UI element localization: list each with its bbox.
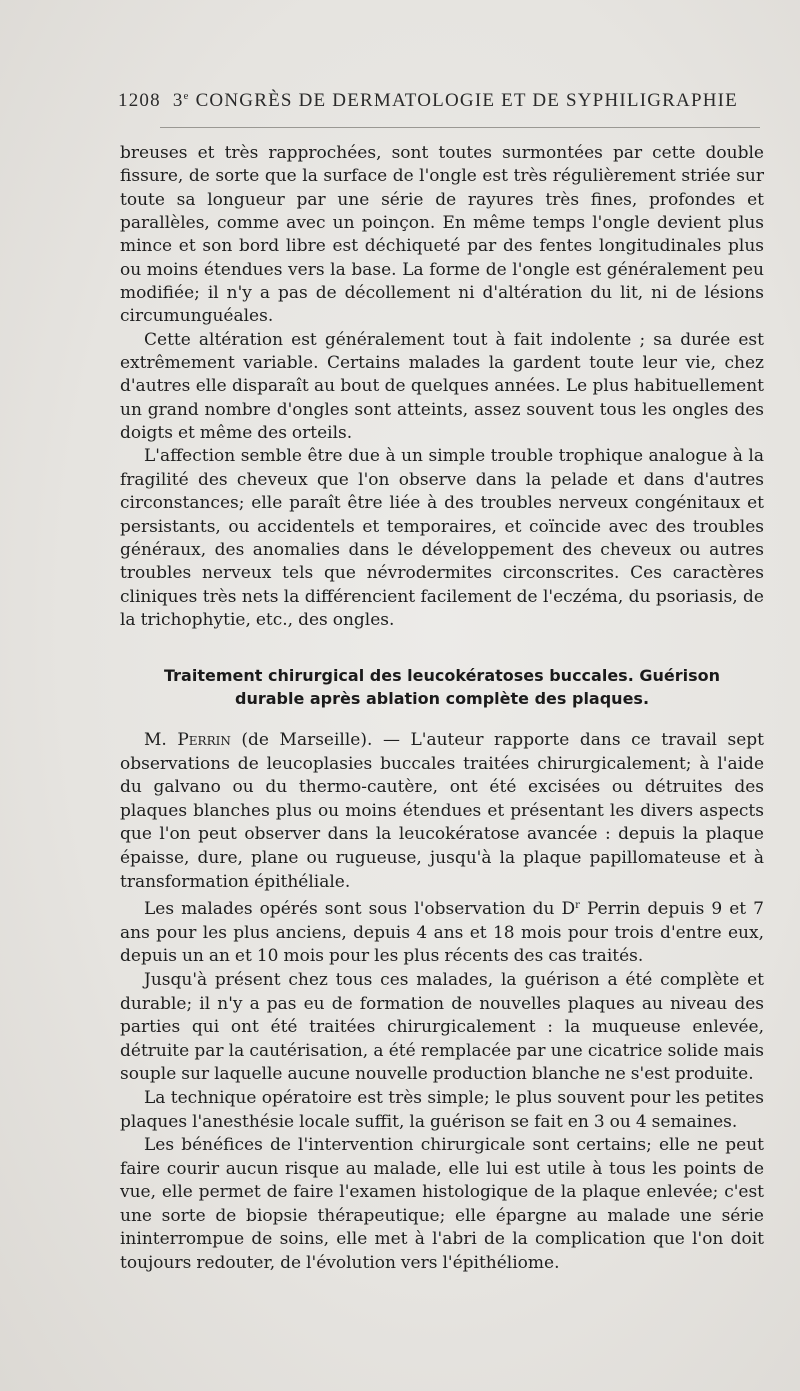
author-prefix: M. bbox=[144, 730, 178, 750]
section-heading-line-1: Traitement chirurgical des leucokératoses buccales. Guérison bbox=[164, 666, 720, 685]
header-title: CONGRÈS DE DERMATOLOGIE ET DE SYPHILIGRAPHIE bbox=[195, 90, 738, 111]
paragraph-duration: Cette altération est généralement tout à fait indolente ; sa durée est extrêmement variable. Certains malades la gardent toute leur vie, chez d'autres elle disparaît au bout de quelques années. Le plus habituellement un grand nombre d'ongles sont atteints, assez souvent tous les ongles des doigts et même des orteils. bbox=[120, 329, 764, 444]
text-block-article bbox=[120, 729, 764, 1276]
section-heading bbox=[120, 664, 764, 710]
author-intro-text: (de Marseille). — L'auteur rapporte dans ce travail sept observations de leucoplasies buccales traitées chirurgicalement; à l'aide du galvano ou du thermo-cautère, ont été excisées ou détruites des plaques blanches plus ou moins étendues et présentant les divers aspects que l'on peut observer dans la leucokératose avancée : depuis la plaque épaisse, dure, plane ou rugueuse, jusqu'à la plaque papillomateuse et à transformation épithéliale. bbox=[120, 730, 764, 892]
paragraph-nail-fissures: breuses et très rapprochées, sont toutes surmontées par cette double fissure, de sorte que la surface de l'ongle est très régulièrement striée sur toute sa longueur par une série de rayures très fines, profondes et parallèles, comme avec un poinçon. En même temps l'ongle devient plus mince et son bord libre est déchiqueté par des fentes longitudinales plus ou moins étendues vers la base. La forme de l'ongle est généralement peu modifiée; il n'y a pas de décollement ni d'altération du lit, ni de lésions circumunguéales. bbox=[120, 143, 764, 327]
doctor-abbrev-sup: r bbox=[575, 900, 580, 912]
page-number: 1208 bbox=[118, 90, 161, 111]
text-block-continued bbox=[120, 142, 764, 632]
paragraph-benefits: Les bénéfices de l'intervention chirurgicale sont certains; elle ne peut faire courir aucun risque au malade, elle lui est utile à tous les points de vue, elle permet de faire l'examen histologique de la plaque enlevée; c'est une sorte de biopsie thérapeutique; elle épargne au malade une série ininterrompue de soins, elle met à l'abri de la complication que l'on doit toujours redouter, de l'évolution vers l'épithéliome. bbox=[120, 1135, 764, 1274]
paragraph-results: Jusqu'à présent chez tous ces malades, la guérison a été complète et durable; il n'y a pas eu de formation de nouvelles plaques au niveau des parties qui ont été traitées chirurgicalement : la muqueuse enlevée, détruite par la cautérisation, a été remplacée par une cicatrice solide mais souple sur laquelle aucune nouvelle production blanche ne s'est produite. bbox=[120, 969, 764, 1085]
running-header bbox=[118, 90, 768, 112]
paragraph-follow-up: Les malades opérés sont sous l'observation du $D^r$ Perrin depuis 9 et 7 ans pour les plus anciens, depuis 4 ans et 18 mois pour trois d'entre eux, depuis un an et 10 mois pour les plus récents des cas traités. bbox=[120, 899, 764, 967]
congress-ordinal-sup: e bbox=[183, 90, 190, 102]
paragraph-trophic-cause: L'affection semble être due à un simple trouble trophique analogue à la fragilité des cheveux que l'on observe dans la pelade et dans d'autres circonstances; elle paraît être liée à des troubles nerveux congénitaux et persistants, ou accidentels et temporaires, et coïncide avec des troubles généraux, des anomalies dans le développement des cheveux ou autres troubles nerveux tels que névrodermites circonscrites. Ces caractères cliniques très nets la différencient facilement de l'eczéma, du psoriasis, de la trichophytie, etc., des ongles. bbox=[120, 446, 764, 630]
congress-ordinal: 3 bbox=[172, 90, 184, 111]
paragraph-author-intro bbox=[120, 729, 764, 894]
author-name: Perrin bbox=[177, 730, 231, 750]
paragraph-technique: La technique opératoire est très simple; le plus souvent pour les petites plaques l'anesthésie locale suffit, la guérison se fait en 3 ou 4 semaines. bbox=[120, 1087, 764, 1132]
section-heading-line-2: durable après ablation complète des plaques. bbox=[234, 689, 650, 708]
header-rule bbox=[160, 127, 760, 128]
